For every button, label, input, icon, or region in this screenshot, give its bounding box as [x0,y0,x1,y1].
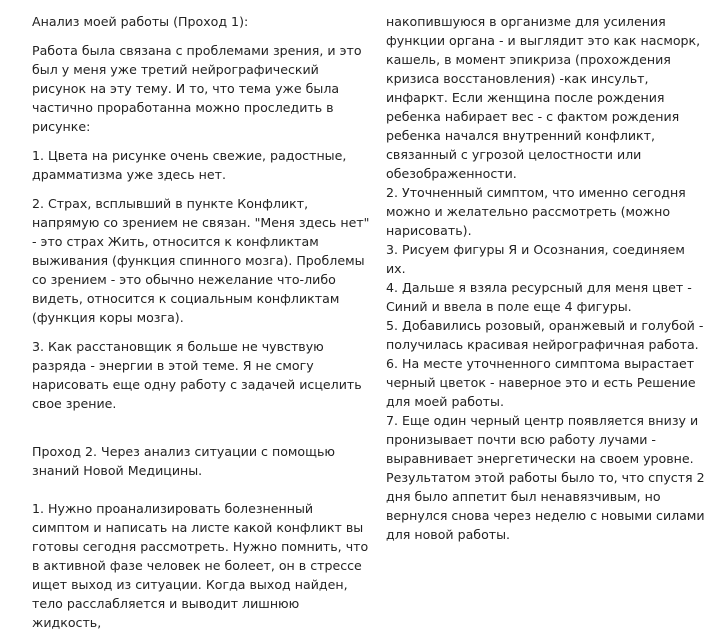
step-5: 5. Добавились розовый, оранжевый и голубой - получилась красивая нейрографичная работа. [386,318,704,352]
point-3: 3. Как расстановщик я больше не чувствую разряда - энергии в этой теме. Я не смогу нарисовать еще одну работу с задачей исцелить свое зрение. [32,339,362,411]
step-3: 3. Рисуем фигуры Я и Осознания, соединяем их. [386,242,685,276]
analysis-heading: Анализ моей работы (Проход 1): [32,14,249,29]
intro-paragraph: Работа была связана с проблемами зрения, и это был у меня уже третий нейрографический рисунок на эту тему. И то, что тема уже была частично проработанна можно проследить в рисунке: [32,43,362,134]
step-1: 1. Нужно проанализировать болезненный симптом и написать на листе какой конфликт вы готовы сегодня рассмотреть. Нужно помнить, что в активной фазе человек не болеет, он в стрессе ищет выход из ситуации. Когда выход найден, тело расслабляется и выводит лишнюю жидкость, [32,501,369,630]
pass-2-heading: Проход 2. Через анализ ситуации с помощью знаний Новой Медицины. [32,444,336,478]
result-paragraph: Результатом этой работы было то, что спустя 2 дня было аппетит был ненавязчивым, но вернулся снова через неделю с новыми силами для новой работы. [386,470,705,542]
step-2: 2. Уточненный симптом, что именно сегодня можно и желательно рассмотреть (можно нарисовать). [386,185,686,238]
step-7: 7. Еще один черный центр появляется внизу и пронизывает почти всю работу лучами - выравнивает энергетически на своем уровне. [386,413,699,466]
point-2: 2. Страх, всплывший в пункте Конфликт, напрямую со зрением не связан. "Меня здесь нет" - это страх Жить, относится к конфликтам выживания (функция спинного мозга). Проблемы со зрением - это обычно нежелание что-либо видеть, относится к социальным конфликтам (функция коры мозга). [32,196,370,325]
left-column [32,12,372,632]
right-column [386,12,708,544]
step-6: 6. На месте уточненного симптома вырастает черный цветок - наверное это и есть Решение для моей работы. [386,356,696,409]
step-4: 4. Дальше я взяла ресурсный для меня цвет - Синий и ввела в поле еще 4 фигуры. [386,280,692,314]
point-1: 1. Цвета на рисунке очень свежие, радостные, драмматизма уже здесь нет. [32,148,347,182]
continuation-paragraph: накопившуюся в организме для усиления функции органа - и выглядит это как насморк, кашель, в момент эпикриза (прохождения кризиса восстановления) -как инсульт, инфаркт. Если женщина после рождения ребенка набирает вес - с фактом рождения ребенка начался внутренний конфликт, связанный с угрозой целостности или обезображенности. [386,14,701,181]
